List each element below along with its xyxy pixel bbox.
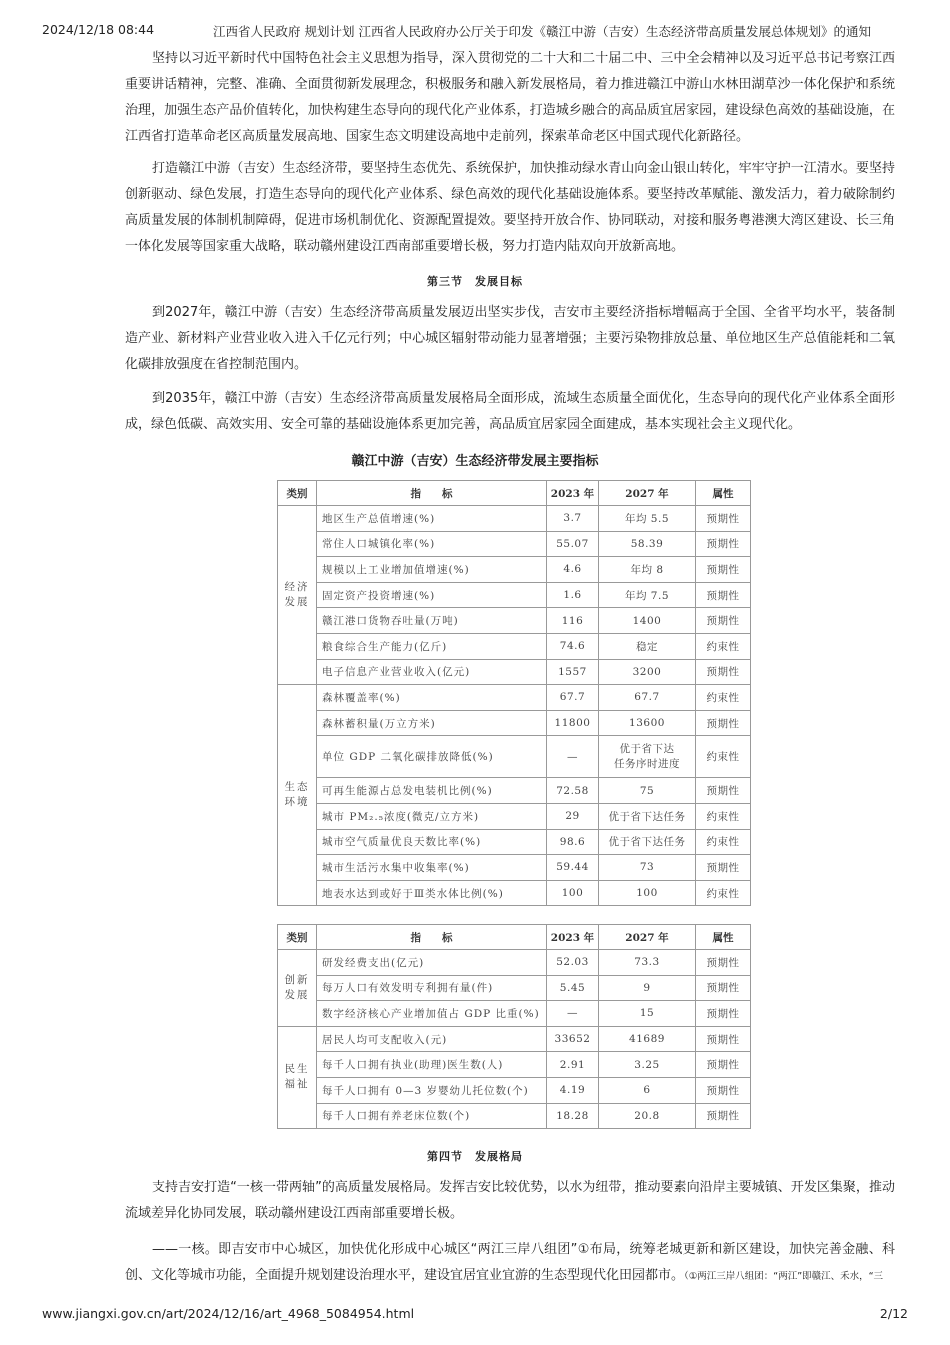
header-category: 类别 <box>278 925 317 950</box>
category-cell: 生态 环境 <box>278 685 317 906</box>
attribute-cell: 约束性 <box>696 829 751 855</box>
value-2023-cell: 72.58 <box>547 778 599 804</box>
value-2027-cell: 13600 <box>599 710 696 736</box>
attribute-cell: 约束性 <box>696 803 751 829</box>
indicator-name-cell: 地区生产总值增速(%) <box>317 506 547 532</box>
table-row <box>278 608 751 634</box>
section-heading-goals: 第三节 发展目标 <box>427 275 523 288</box>
value-2023-cell: 116 <box>547 608 599 634</box>
table-caption: 赣江中游（吉安）生态经济带发展主要指标 <box>351 454 599 469</box>
page-url: www.jiangxi.gov.cn/art/2024/12/16/art_4968_5084954.html <box>42 1306 415 1321</box>
indicator-name-cell: 城市空气质量优良天数比率(%) <box>317 829 547 855</box>
table-row <box>278 710 751 736</box>
attribute-cell: 约束性 <box>696 880 751 906</box>
indicator-name-cell: 地表水达到或好于Ⅲ类水体比例(%) <box>317 880 547 906</box>
value-2023-cell: 74.6 <box>547 633 599 659</box>
value-2023-cell: 11800 <box>547 710 599 736</box>
indicator-name-cell: 森林蓄积量(万立方米) <box>317 710 547 736</box>
table-row <box>278 950 751 976</box>
value-2027-cell: 年均 5.5 <box>599 506 696 532</box>
table-header-row <box>278 481 751 506</box>
attribute-cell: 预期性 <box>696 531 751 557</box>
paragraph-one-core <box>125 1237 895 1290</box>
category-cell: 创新 发展 <box>278 950 317 1027</box>
indicator-name-cell: 城市生活污水集中收集率(%) <box>317 855 547 881</box>
value-2023-cell: 1557 <box>547 659 599 685</box>
table-row <box>278 855 751 881</box>
category-cell: 民生 福祉 <box>278 1026 317 1128</box>
value-2027-cell: 58.39 <box>599 531 696 557</box>
value-2027-cell: 优于省下达任务 <box>599 803 696 829</box>
value-2023-cell: — <box>547 736 599 778</box>
table-row <box>278 975 751 1001</box>
indicator-name-cell: 固定资产投资增速(%) <box>317 582 547 608</box>
table-row <box>278 736 751 778</box>
table-row <box>278 778 751 804</box>
value-2023-cell: — <box>547 1001 599 1027</box>
attribute-cell: 约束性 <box>696 685 751 711</box>
indicator-name-cell: 单位 GDP 二氧化碳排放降低(%) <box>317 736 547 778</box>
attribute-cell: 约束性 <box>696 633 751 659</box>
table-row <box>278 1052 751 1078</box>
header-2027: 2027 年 <box>599 925 696 950</box>
table-row <box>278 829 751 855</box>
indicator-name-cell: 研发经费支出(亿元) <box>317 950 547 976</box>
value-2023-cell: 4.6 <box>547 557 599 583</box>
attribute-cell: 预期性 <box>696 1077 751 1103</box>
indicator-name-cell: 数字经济核心产业增加值占 GDP 比重(%) <box>317 1001 547 1027</box>
attribute-cell: 预期性 <box>696 855 751 881</box>
value-2023-cell: 1.6 <box>547 582 599 608</box>
paragraph-goal-2035: 到2035年，赣江中游（吉安）生态经济带高质量发展格局全面形成，流域生态质量全面优化，生态导向的现代化产业体系全面形成，绿色低碳、高效实用、安全可靠的基础设施体系更加完善，高品质宜居家园全面建成，基本实现社会主义现代化。 <box>125 391 895 432</box>
value-2023-cell: 18.28 <box>547 1103 599 1129</box>
attribute-cell: 预期性 <box>696 710 751 736</box>
table-row <box>278 557 751 583</box>
paragraph-goal-2027: 到2027年，赣江中游（吉安）生态经济带高质量发展迈出坚实步伐，吉安市主要经济指标增幅高于全国、全省平均水平，装备制造产业、新材料产业营业收入进入千亿元行列；中心城区辐射带动能力显著增强；主要污染物排放总量、单位地区生产总值能耗和二氧化碳排放强度在省控制范围内。 <box>125 305 895 372</box>
header-indicator: 指 标 <box>317 925 547 950</box>
value-2023-cell: 29 <box>547 803 599 829</box>
value-2027-cell: 1400 <box>599 608 696 634</box>
value-2027-cell: 75 <box>599 778 696 804</box>
attribute-cell: 预期性 <box>696 1026 751 1052</box>
attribute-cell: 预期性 <box>696 778 751 804</box>
attribute-cell: 预期性 <box>696 1103 751 1129</box>
table-row <box>278 1077 751 1103</box>
indicator-name-cell: 森林覆盖率(%) <box>317 685 547 711</box>
page-header-title: 江西省人民政府 规划计划 江西省人民政府办公厅关于印发《赣江中游（吉安）生态经济带高质量发展总体规划》的通知 <box>213 24 871 39</box>
value-2027-cell: 100 <box>599 880 696 906</box>
value-2027-cell: 稳定 <box>599 633 696 659</box>
table-header-row <box>278 925 751 950</box>
value-2023-cell: 5.45 <box>547 975 599 1001</box>
category-cell: 经济 发展 <box>278 506 317 685</box>
value-2023-cell: 59.44 <box>547 855 599 881</box>
value-2027-cell: 15 <box>599 1001 696 1027</box>
indicator-name-cell: 城市 PM₂.₅浓度(微克/立方米) <box>317 803 547 829</box>
indicator-name-cell: 电子信息产业营业收入(亿元) <box>317 659 547 685</box>
value-2023-cell: 33652 <box>547 1026 599 1052</box>
value-2027-cell: 73.3 <box>599 950 696 976</box>
value-2027-cell: 优于省下达任务 <box>599 829 696 855</box>
value-2023-cell: 4.19 <box>547 1077 599 1103</box>
indicator-table-part1 <box>277 480 751 906</box>
table-row <box>278 685 751 711</box>
paragraph-principles: 打造赣江中游（吉安）生态经济带，要坚持生态优先、系统保护，加快推动绿水青山向金山银山转化，牢牢守护一江清水。要坚持创新驱动、绿色发展，打造生态导向的现代化产业体系、绿色高效的现代化基础设施体系。要坚持改革赋能、激发活力，着力破除制约高质量发展的体制机制障碍，促进市场机制优化、资源配置提效。要坚持开放合作、协同联动，对接和服务粤港澳大湾区建设、长三角一体化发展等国家重大战略，联动赣州建设江西南部重要增长极，努力打造内陆双向开放新高地。 <box>125 161 895 254</box>
attribute-cell: 预期性 <box>696 1052 751 1078</box>
indicator-name-cell: 规模以上工业增加值增速(%) <box>317 557 547 583</box>
table-row <box>278 1103 751 1129</box>
header-2023: 2023 年 <box>547 481 599 506</box>
attribute-cell: 预期性 <box>696 1001 751 1027</box>
table-row <box>278 659 751 685</box>
header-category: 类别 <box>278 481 317 506</box>
paragraph-one-core-text: ——一核。即吉安市中心城区，加快优化形成中心城区“两江三岸八组团”①布局，统筹老城更新和新区建设，加快完善金融、科创、文化等城市功能，全面提升规划建设治理水平，建设宜居宜业宜游的生态型现代化田园都市。 <box>125 1242 895 1283</box>
attribute-cell: 预期性 <box>696 950 751 976</box>
indicator-name-cell: 每千人口拥有养老床位数(个) <box>317 1103 547 1129</box>
table-row <box>278 633 751 659</box>
section-heading-layout: 第四节 发展格局 <box>427 1150 523 1163</box>
table-row <box>278 880 751 906</box>
attribute-cell: 预期性 <box>696 506 751 532</box>
value-2023-cell: 2.91 <box>547 1052 599 1078</box>
header-2023: 2023 年 <box>547 925 599 950</box>
indicator-name-cell: 每千人口拥有 0—3 岁婴幼儿托位数(个) <box>317 1077 547 1103</box>
table-row <box>278 582 751 608</box>
value-2027-cell: 3200 <box>599 659 696 685</box>
value-2027-cell: 41689 <box>599 1026 696 1052</box>
header-attribute: 属性 <box>696 925 751 950</box>
value-2023-cell: 3.7 <box>547 506 599 532</box>
value-2027-cell: 年均 7.5 <box>599 582 696 608</box>
attribute-cell: 预期性 <box>696 608 751 634</box>
indicator-name-cell: 粮食综合生产能力(亿斤) <box>317 633 547 659</box>
indicator-name-cell: 常住人口城镇化率(%) <box>317 531 547 557</box>
value-2027-cell: 73 <box>599 855 696 881</box>
paragraph-layout-overview: 支持吉安打造“一核一带两轴”的高质量发展格局。发挥吉安比较优势，以水为纽带，推动要素向沿岸主要城镇、开发区集聚，推动流域差异化协同发展，联动赣州建设江西南部重要增长极。 <box>125 1180 895 1221</box>
attribute-cell: 预期性 <box>696 659 751 685</box>
value-2027-cell: 20.8 <box>599 1103 696 1129</box>
indicator-name-cell: 每千人口拥有执业(助理)医生数(人) <box>317 1052 547 1078</box>
attribute-cell: 预期性 <box>696 557 751 583</box>
indicator-name-cell: 每万人口有效发明专利拥有量(件) <box>317 975 547 1001</box>
table-row <box>278 803 751 829</box>
value-2023-cell: 55.07 <box>547 531 599 557</box>
print-datetime: 2024/12/18 08:44 <box>42 22 155 37</box>
indicator-name-cell: 赣江港口货物吞吐量(万吨) <box>317 608 547 634</box>
value-2027-cell: 优于省下达 任务序时进度 <box>599 736 696 778</box>
value-2023-cell: 98.6 <box>547 829 599 855</box>
value-2027-cell: 3.25 <box>599 1052 696 1078</box>
attribute-cell: 预期性 <box>696 975 751 1001</box>
value-2023-cell: 100 <box>547 880 599 906</box>
value-2027-cell: 9 <box>599 975 696 1001</box>
value-2027-cell: 67.7 <box>599 685 696 711</box>
indicator-name-cell: 居民人均可支配收入(元) <box>317 1026 547 1052</box>
header-attribute: 属性 <box>696 481 751 506</box>
table-row <box>278 531 751 557</box>
header-2027: 2027 年 <box>599 481 696 506</box>
value-2023-cell: 67.7 <box>547 685 599 711</box>
table-row <box>278 1026 751 1052</box>
header-indicator: 指 标 <box>317 481 547 506</box>
paragraph-guiding-ideology: 坚持以习近平新时代中国特色社会主义思想为指导，深入贯彻党的二十大和二十届二中、三中全会精神以及习近平总书记考察江西重要讲话精神，完整、准确、全面贯彻新发展理念，积极服务和融入新发展格局，着力推进赣江中游山水林田湖草沙一体化保护和系统治理，加强生态产品价值转化，加快构建生态导向的现代化产业体系，打造城乡融合的高品质宜居家园，建设绿色高效的基础设施，在江西省打造革命老区高质量发展高地、国家生态文明建设高地中走前列，探索革命老区中国式现代化新路径。 <box>125 51 895 144</box>
footnote-two-rivers: （①两江三岸八组团：“两江”即赣江、禾水，“三 <box>684 1271 884 1282</box>
attribute-cell: 约束性 <box>696 736 751 778</box>
value-2027-cell: 6 <box>599 1077 696 1103</box>
indicator-name-cell: 可再生能源占总发电装机比例(%) <box>317 778 547 804</box>
page-number: 2/12 <box>879 1306 908 1321</box>
table-row <box>278 1001 751 1027</box>
value-2027-cell: 年均 8 <box>599 557 696 583</box>
table-row <box>278 506 751 532</box>
indicator-table-part2 <box>277 924 751 1129</box>
value-2023-cell: 52.03 <box>547 950 599 976</box>
attribute-cell: 预期性 <box>696 582 751 608</box>
